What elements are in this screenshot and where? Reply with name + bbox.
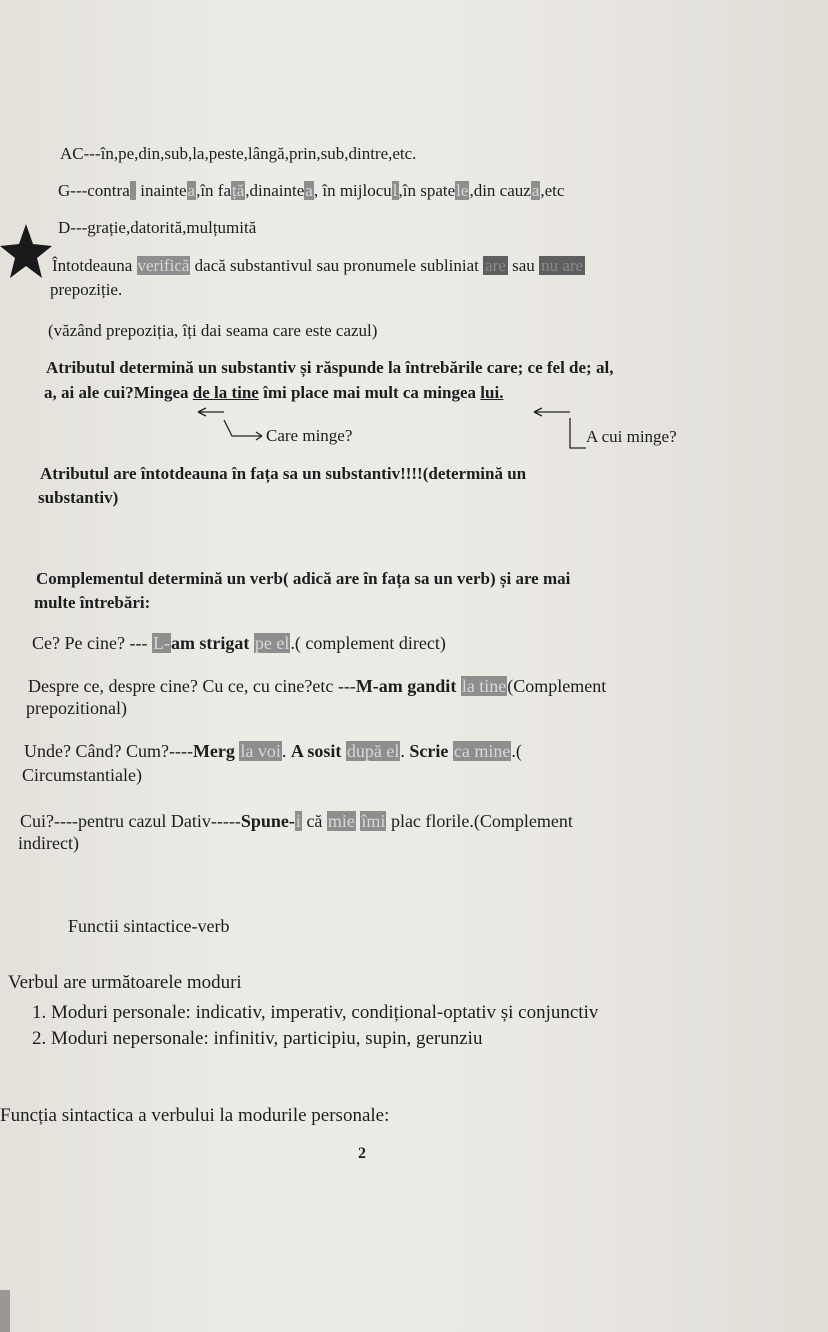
dative-prepositions: D---grație,datorită,mulțumită <box>58 218 257 237</box>
highlight: a <box>305 181 313 200</box>
genitive-prepositions: G---contra inaintea,în față,dinaintea, în mijlocul,în spatele,din cauza,etc <box>58 181 565 200</box>
highlight: a <box>531 181 540 200</box>
attribute-rule-2: substantiv) <box>38 488 119 507</box>
highlight: L- <box>152 633 170 653</box>
complement-definition-2: multe întrebări: <box>34 593 151 612</box>
indirect-complement-1: Cui?----pentru cazul Dativ-----Spune-i că mie îmi plac florile.(Complement <box>20 811 573 831</box>
list-item: 2. Moduri nepersonale: infinitiv, participiu, supin, gerunziu <box>32 1028 483 1049</box>
page-number: 2 <box>358 1145 366 1162</box>
case-note: (văzând prepoziția, îți dai seama care este cazul) <box>48 321 378 340</box>
underlined-phrase: de la tine <box>192 383 259 402</box>
highlight: după el <box>346 741 400 761</box>
modes-intro: Verbul are următoarele moduri <box>8 972 242 993</box>
highlight: l <box>392 181 398 200</box>
indirect-complement-2: indirect) <box>18 833 79 853</box>
star-note-line-2: prepoziție. <box>50 280 123 299</box>
highlight: la voi <box>240 741 281 761</box>
direct-complement: Ce? Pe cine? --- L-am strigat pe el.( complement direct) <box>32 633 446 653</box>
complement-definition-1: Complementul determină un verb( adică are în fața sa un verb) și are mai <box>36 569 571 588</box>
star-icon <box>0 222 52 280</box>
list-item: 1. Moduri personale: indicativ, imperativ, condițional-optativ și conjunctiv <box>32 1002 599 1023</box>
circumstantial-1: Unde? Când? Cum?----Merg la voi. A sosit după el. Scrie ca mine.( <box>24 741 522 761</box>
highlight: nu are <box>541 256 584 275</box>
highlight: la tine <box>461 676 507 696</box>
star-note-line-1: Întotdeauna verifică dacă substantivul sau pronumele subliniat are sau nu are <box>52 256 584 275</box>
attribute-rule-1: Atributul are întotdeauna în fața sa un substantiv!!!!(determină un <box>40 464 527 483</box>
highlight: pe el <box>254 633 290 653</box>
accusative-prepositions: AC---în,pe,din,sub,la,peste,lângă,prin,sub,dintre,etc. <box>60 144 417 163</box>
highlight: a <box>187 181 196 200</box>
modes-list <box>32 1000 598 1052</box>
attribute-definition-2: a, ai ale cui?Mingea de la tine îmi place mai mult ca mingea lui. <box>44 383 504 402</box>
highlight: mie <box>327 811 355 831</box>
highlight: ță <box>232 181 245 200</box>
circumstantial-2: Circumstantiale) <box>22 765 142 785</box>
arrow-right-icon <box>530 404 590 450</box>
prepositional-complement-2: prepozitional) <box>26 698 127 718</box>
highlight: le <box>456 181 469 200</box>
question-a-cui-minge: A cui minge? <box>586 427 677 446</box>
highlight: i <box>295 811 301 831</box>
highlight: are <box>485 256 506 275</box>
highlight: ca mine <box>453 741 511 761</box>
question-care-minge: Care minge? <box>266 426 353 445</box>
highlight: îmi <box>361 811 386 831</box>
prepositional-complement-1: Despre ce, despre cine? Cu ce, cu cine?etc ---M-am gandit la tine(Complement <box>28 676 607 696</box>
arrow-left-icon <box>196 406 266 446</box>
verb-function-intro: Funcția sintactica a verbului la modurile personale: <box>0 1105 390 1126</box>
attribute-definition-1: Atributul determină un substantiv și răspunde la întrebările care; ce fel de; al, <box>46 358 614 377</box>
highlight: verifică <box>137 256 190 275</box>
underlined-phrase: lui. <box>480 383 504 402</box>
section-heading: Functii sintactice-verb <box>68 916 230 936</box>
page-edge-shadow <box>0 1290 10 1332</box>
